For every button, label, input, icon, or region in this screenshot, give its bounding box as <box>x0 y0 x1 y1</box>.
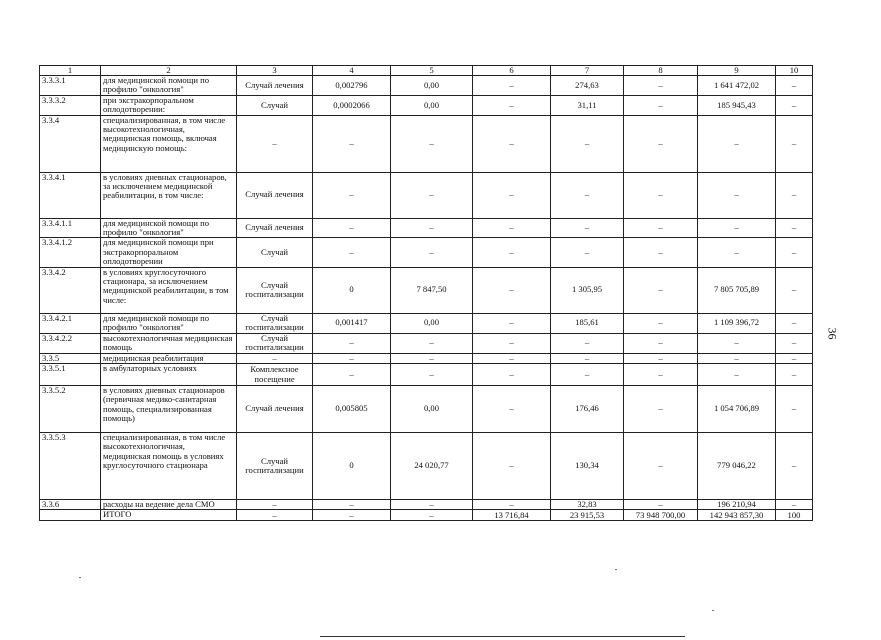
table-cell: – <box>473 500 551 510</box>
table-cell: – <box>698 218 776 238</box>
table-cell: – <box>391 238 473 267</box>
table-cell: – <box>624 353 698 363</box>
table-cell: – <box>391 172 473 218</box>
table-cell: – <box>473 172 551 218</box>
table-cell: 1 305,95 <box>551 267 624 313</box>
table-cell: 779 046,22 <box>698 433 776 500</box>
table-cell: – <box>776 333 813 353</box>
table-cell: – <box>624 95 698 115</box>
table-cell: – <box>237 115 313 172</box>
table-cell: – <box>237 353 313 363</box>
table-cell: при экстракорпоральном оплодотворении: <box>101 95 237 115</box>
column-number: 1 <box>40 66 101 76</box>
table-row <box>40 115 813 172</box>
table-cell: – <box>473 353 551 363</box>
table-cell: – <box>776 76 813 96</box>
table-row <box>40 364 813 386</box>
table-cell: 3.3.5.1 <box>40 364 101 386</box>
column-number: 2 <box>101 66 237 76</box>
table-cell: 0,00 <box>391 313 473 333</box>
table-cell: 0,00 <box>391 386 473 433</box>
table-cell: – <box>624 76 698 96</box>
table-cell: 3.3.3.1 <box>40 76 101 96</box>
table-cell: – <box>698 172 776 218</box>
tariff-table <box>39 65 813 521</box>
table-cell: для медицинской помощи по профилю "онкология" <box>101 218 237 238</box>
table-cell: 3.3.5.3 <box>40 433 101 500</box>
scan-speck <box>615 569 617 570</box>
table-cell: – <box>624 238 698 267</box>
table-cell: – <box>473 364 551 386</box>
table-cell: – <box>624 313 698 333</box>
table-cell: – <box>776 500 813 510</box>
table-cell: – <box>776 267 813 313</box>
table-cell: – <box>473 386 551 433</box>
table-cell: 196 210,94 <box>698 500 776 510</box>
table-cell: – <box>473 433 551 500</box>
table-cell: – <box>776 172 813 218</box>
table-cell: 3.3.4.2 <box>40 267 101 313</box>
table-cell: специализированная, в том числе высокотехнологичная, медицинская помощь, включая медицинскую помощь: <box>101 115 237 172</box>
table-cell: специализированная, в том числе высокотехнологичная, медицинская помощь в условиях круглосуточного стационара <box>101 433 237 500</box>
table-cell: – <box>776 353 813 363</box>
table-cell: – <box>624 267 698 313</box>
table-cell: – <box>237 500 313 510</box>
table-row <box>40 386 813 433</box>
table-cell: 1 641 472,02 <box>698 76 776 96</box>
table-cell: 0,005805 <box>313 386 391 433</box>
table-cell: Случай госпитализации <box>237 267 313 313</box>
table-cell: – <box>776 115 813 172</box>
table-cell: для медицинской помощи по профилю "онкология" <box>101 76 237 96</box>
table-cell: Случай госпитализации <box>237 433 313 500</box>
table-cell: 0,001417 <box>313 313 391 333</box>
table-cell: 3.3.4.1.1 <box>40 218 101 238</box>
table-cell: – <box>776 218 813 238</box>
column-number: 7 <box>551 66 624 76</box>
table-cell: – <box>313 510 391 521</box>
table-cell: – <box>624 172 698 218</box>
table-cell: – <box>473 115 551 172</box>
table-cell: 0 <box>313 267 391 313</box>
table-cell: – <box>473 313 551 333</box>
table-cell: 142 943 857,30 <box>698 510 776 521</box>
table-cell: – <box>313 364 391 386</box>
table-cell: 7 847,50 <box>391 267 473 313</box>
table-cell: – <box>391 364 473 386</box>
table-cell: 13 716,84 <box>473 510 551 521</box>
scan-speck <box>712 610 714 611</box>
table-cell: – <box>776 313 813 333</box>
table-cell: 23 915,53 <box>551 510 624 521</box>
table-cell: – <box>551 172 624 218</box>
table-cell: в условиях дневных стационаров (первичная медико-санитарная помощь, специализированная помощь) <box>101 386 237 433</box>
column-number: 5 <box>391 66 473 76</box>
table-cell: – <box>624 433 698 500</box>
column-number: 8 <box>624 66 698 76</box>
table-cell: – <box>624 500 698 510</box>
table-row <box>40 76 813 96</box>
column-number-row <box>40 66 813 76</box>
column-number: 4 <box>313 66 391 76</box>
table-cell: 130,34 <box>551 433 624 500</box>
table-cell: – <box>624 364 698 386</box>
table-cell: 3.3.4.1 <box>40 172 101 218</box>
table-cell: 7 805 705,89 <box>698 267 776 313</box>
table-cell: 100 <box>776 510 813 521</box>
table-cell: – <box>776 364 813 386</box>
page-number: 36 <box>825 327 840 340</box>
table-cell: – <box>313 238 391 267</box>
table-cell: 24 020,77 <box>391 433 473 500</box>
table-cell: – <box>473 333 551 353</box>
table-row <box>40 95 813 115</box>
table-cell: – <box>473 238 551 267</box>
table-cell: – <box>624 115 698 172</box>
table-cell: – <box>237 510 313 521</box>
table-cell: – <box>551 218 624 238</box>
table-cell: 3.3.6 <box>40 500 101 510</box>
table-cell: – <box>698 364 776 386</box>
column-number: 9 <box>698 66 776 76</box>
table-cell: – <box>391 333 473 353</box>
table-cell: – <box>551 115 624 172</box>
table-cell: – <box>473 95 551 115</box>
table-cell: ИТОГО <box>101 510 237 521</box>
table-cell: 185 945,43 <box>698 95 776 115</box>
table-cell: высокотехнологичная медицинская помощь <box>101 333 237 353</box>
table-cell: 0,0002066 <box>313 95 391 115</box>
table-cell: 3.3.5 <box>40 353 101 363</box>
table-cell: 3.3.5.2 <box>40 386 101 433</box>
table-cell: – <box>391 115 473 172</box>
table-row <box>40 433 813 500</box>
table-cell: – <box>698 115 776 172</box>
table-cell: в амбулаторных условиях <box>101 364 237 386</box>
table-cell: Комплексное посещение <box>237 364 313 386</box>
table-cell: – <box>313 333 391 353</box>
column-number: 3 <box>237 66 313 76</box>
table-cell: – <box>551 364 624 386</box>
table-cell: Случай лечения <box>237 218 313 238</box>
table-cell: 1 054 706,89 <box>698 386 776 433</box>
table-cell: расходы на ведение дела СМО <box>101 500 237 510</box>
table-cell: – <box>551 353 624 363</box>
table-cell: – <box>473 218 551 238</box>
table-cell: – <box>551 333 624 353</box>
column-number: 10 <box>776 66 813 76</box>
table-cell: – <box>313 500 391 510</box>
table-row <box>40 238 813 267</box>
table-row <box>40 353 813 363</box>
table-row <box>40 500 813 510</box>
column-number: 6 <box>473 66 551 76</box>
table-cell: – <box>391 218 473 238</box>
table-cell: – <box>313 172 391 218</box>
table-cell: Случай госпитализации <box>237 333 313 353</box>
table-cell: 3.3.4.2.1 <box>40 313 101 333</box>
table-cell: Случай лечения <box>237 386 313 433</box>
table-cell: – <box>391 510 473 521</box>
table-cell: 32,83 <box>551 500 624 510</box>
table-cell: 185,61 <box>551 313 624 333</box>
table-cell: 3.3.3.2 <box>40 95 101 115</box>
table-cell: для медицинской помощи по профилю "онкология" <box>101 313 237 333</box>
table-cell: 176,46 <box>551 386 624 433</box>
table-cell: Случай <box>237 238 313 267</box>
table-row <box>40 218 813 238</box>
table-row <box>40 172 813 218</box>
table-cell: – <box>776 386 813 433</box>
table-cell: – <box>391 500 473 510</box>
table-cell: – <box>698 353 776 363</box>
table-cell: 1 109 396,72 <box>698 313 776 333</box>
table-cell: 3.3.4 <box>40 115 101 172</box>
table-cell: – <box>776 95 813 115</box>
table-row <box>40 267 813 313</box>
table-cell: 274,63 <box>551 76 624 96</box>
table-cell: 73 948 700,00 <box>624 510 698 521</box>
table-cell: Случай лечения <box>237 172 313 218</box>
table-cell: – <box>698 238 776 267</box>
table-cell: – <box>391 353 473 363</box>
table-cell: – <box>313 115 391 172</box>
table-cell <box>40 510 101 521</box>
table-cell: 3.3.4.2.2 <box>40 333 101 353</box>
table-cell: 0 <box>313 433 391 500</box>
table-cell: в условиях дневных стационаров, за исключением медицинской реабилитации, в том числе: <box>101 172 237 218</box>
table-cell: Случай лечения <box>237 76 313 96</box>
table-body <box>40 66 813 521</box>
table-cell: – <box>473 76 551 96</box>
table-cell: – <box>776 433 813 500</box>
table-cell: – <box>776 238 813 267</box>
table-cell: медицинская реабилитация <box>101 353 237 363</box>
table-cell: – <box>313 218 391 238</box>
table-cell: Случай госпитализации <box>237 313 313 333</box>
table-cell: – <box>698 333 776 353</box>
table-cell: – <box>551 238 624 267</box>
table-cell: – <box>313 353 391 363</box>
table-cell: 0,00 <box>391 95 473 115</box>
footer-rule <box>320 636 685 637</box>
table-row <box>40 333 813 353</box>
table-cell: – <box>473 267 551 313</box>
scan-speck <box>79 577 81 578</box>
table-row <box>40 510 813 521</box>
table-cell: – <box>624 218 698 238</box>
table-cell: 0,002796 <box>313 76 391 96</box>
table-cell: Случай <box>237 95 313 115</box>
table-cell: – <box>624 333 698 353</box>
table-cell: в условиях круглосуточного стационара, за исключением медицинской реабилитации, в том числе: <box>101 267 237 313</box>
table-cell: 31,11 <box>551 95 624 115</box>
table-cell: 0,00 <box>391 76 473 96</box>
table-cell: – <box>624 386 698 433</box>
table-row <box>40 313 813 333</box>
table-cell: 3.3.4.1.2 <box>40 238 101 267</box>
table-cell: для медицинской помощи при экстракорпоральном оплодотворении <box>101 238 237 267</box>
